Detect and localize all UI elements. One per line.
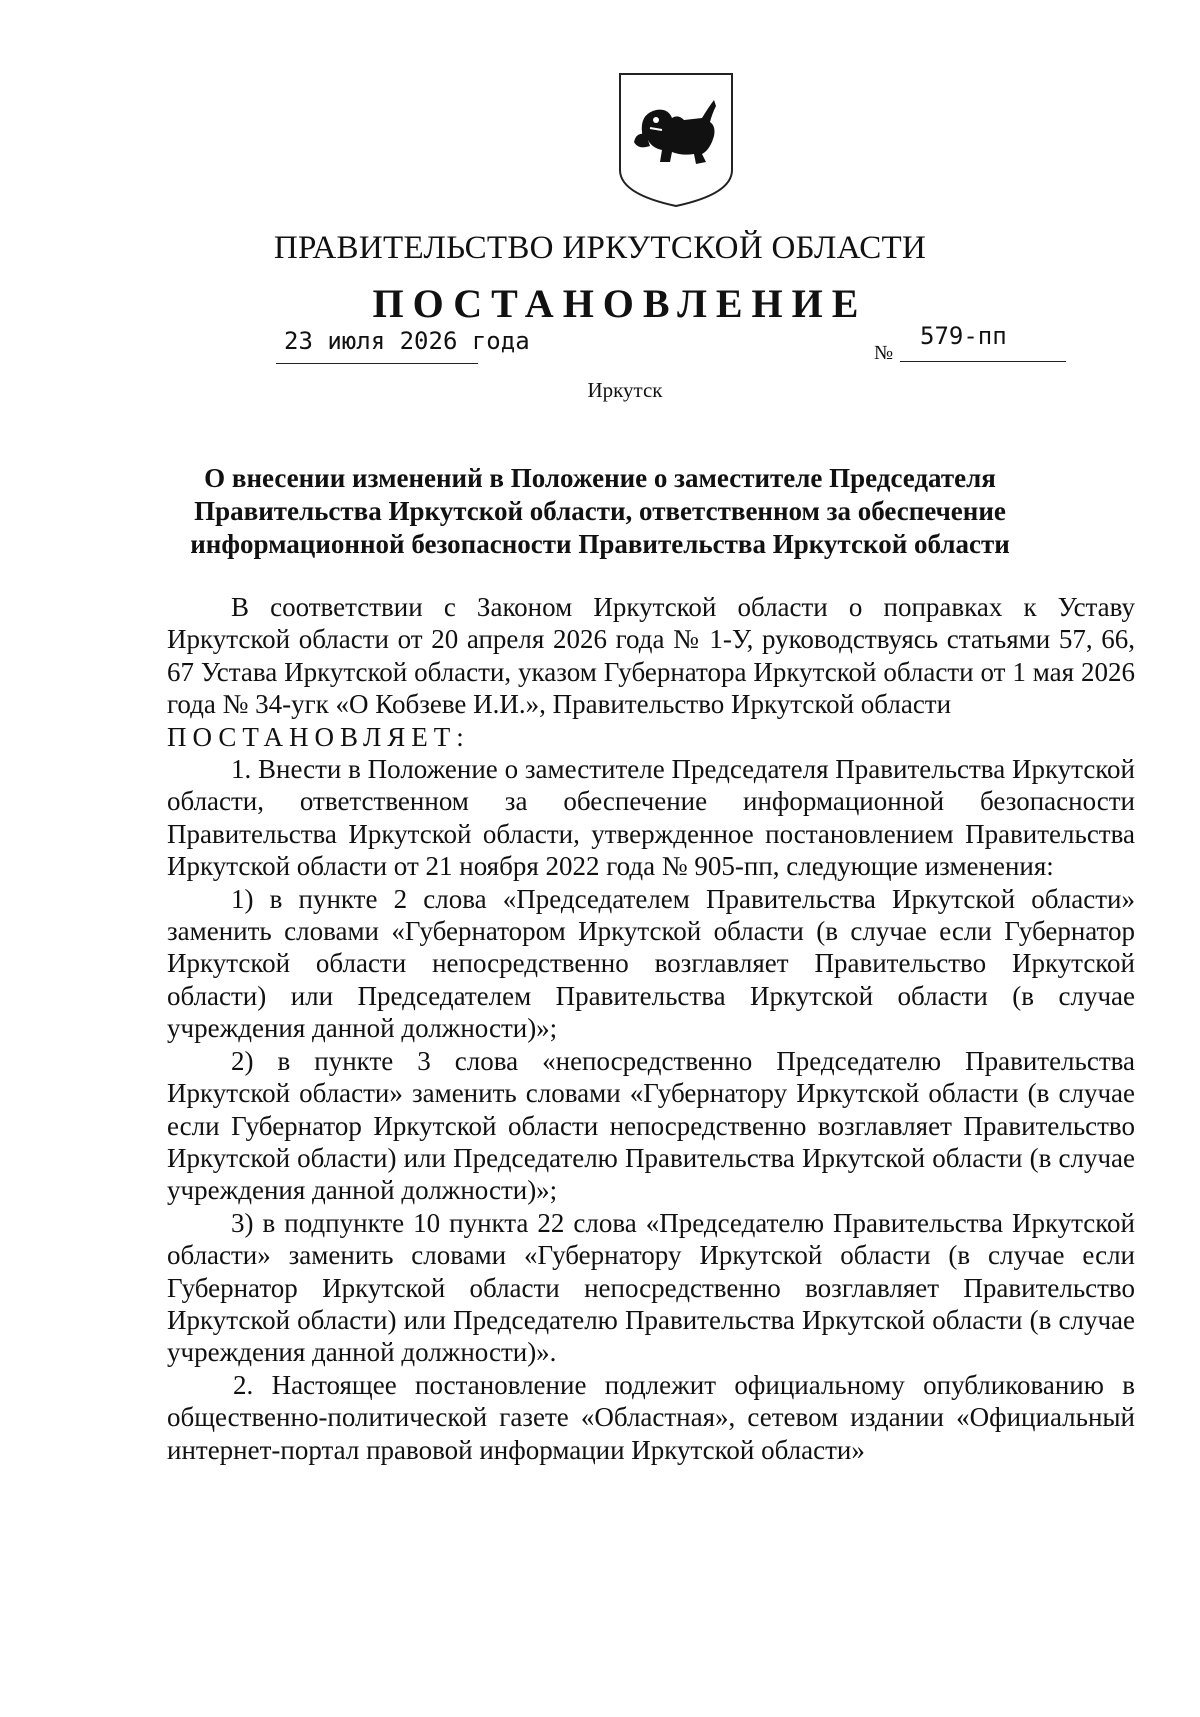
subitem-2-paragraph: 2) в пункте 3 слова «непосредственно Председателю Правительства Иркутской области» заменить словами «Губернатору Иркутской области (в случае если Губернатор Иркутской области непосредственно возглавляет Правительство Иркутской области) или Председателю Правительства Иркутской области (в случае учреждения данной должности)»;: [167, 1045, 1135, 1206]
resolves-heading: ПОСТАНОВЛЯЕТ:: [167, 721, 470, 752]
document-body: [167, 591, 1135, 1466]
document-title: О внесении изменений в Положение о заместителе Председателя Правительства Иркутской области, ответственном за обеспечение информационной безопасности Правительства Иркутской области: [190, 463, 1010, 559]
number-underline: [900, 361, 1066, 362]
item-2-paragraph: 2. Настоящее постановление подлежит официальному опубликованию в общественно-политической газете «Областная», сетевом издании «Официальный интернет-портал правовой информации Иркутской области»: [167, 1369, 1135, 1465]
number-sign: №: [874, 342, 894, 364]
subitem-3-paragraph: 3) в подпункте 10 пункта 22 слова «Председателю Правительства Иркутской области» заменить словами «Губернатору Иркутской области (в случае если Губернатор Иркутской области непосредственно возглавляет Правительство Иркутской области) или Председателю Правительства Иркутской области (в случае учреждения данной должности)».: [167, 1207, 1135, 1368]
document-type: ПОСТАНОВЛЕНИЕ: [372, 281, 868, 326]
item-1-paragraph: 1. Внести в Положение о заместителе Председателя Правительства Иркутской области, ответственном за обеспечение информационной безопасности Правительства Иркутской области, утвержденное постановлением Правительства Иркутской области от 21 ноября 2022 года № 905-пп, следующие изменения:: [167, 754, 1135, 882]
irkutsk-coat-of-arms-icon: [616, 70, 736, 210]
subitem-1-paragraph: 1) в пункте 2 слова «Председателем Правительства Иркутской области» заменить словами «Губернатором Иркутской области (в случае если Губернатор Иркутской области непосредственно возглавляет Правительство Иркутской области) или Председателем Правительства Иркутской области (в случае учреждения данной должности)»;: [167, 883, 1135, 1044]
document-city: Иркутск: [587, 378, 663, 402]
date-underline: [276, 363, 478, 364]
preamble-paragraph: В соответствии с Законом Иркутской области о поправках к Уставу Иркутской области от 20 апреля 2026 года № 1-У, руководствуясь статьями 57, 66, 67 Устава Иркутской области, указом Губернатора Иркутской области от 1 мая 2026 года № 34-угк «О Кобзеве И.И.», Правительство Иркутской области: [167, 592, 1135, 720]
issuing-authority: ПРАВИТЕЛЬСТВО ИРКУТСКОЙ ОБЛАСТИ: [273, 230, 927, 266]
document-date: 23 июля 2026 года: [284, 327, 530, 355]
document-number: 579-пп: [920, 322, 1007, 350]
